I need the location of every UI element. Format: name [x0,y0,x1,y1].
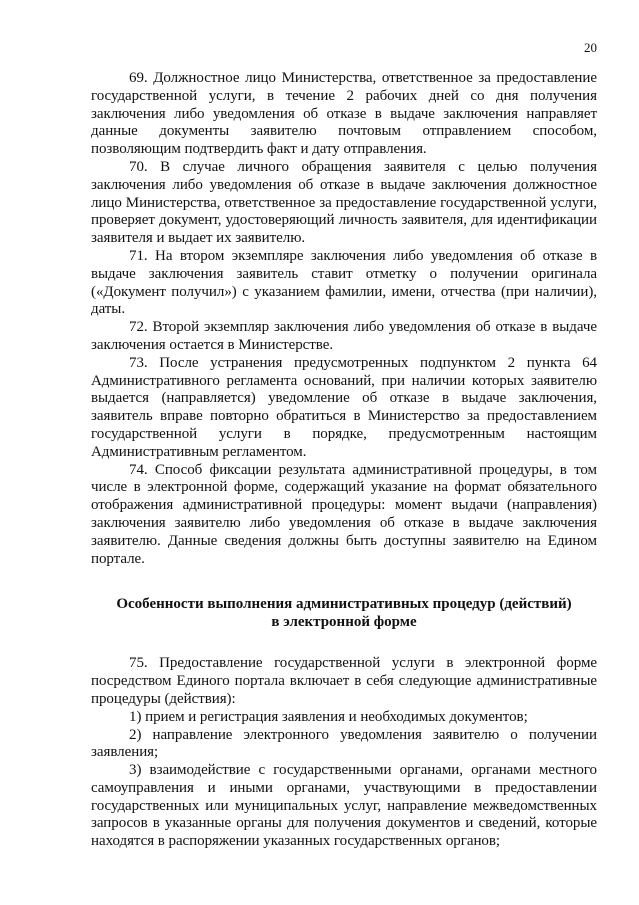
paragraph-73: 73. После устранения предусмотренных подпунктом 2 пункта 64 Административного регламента оснований, при наличии которых заявителю выдается (направляется) уведомление об отказе в выдаче заключения, заявитель вправе повторно обратиться в Министерство за предоставлением государственной услуги в порядке, предусмотренным настоящим Административным регламентом. [91,354,597,460]
document-body [91,70,597,851]
list-item-2: 2) направление электронного уведомления заявителю о получении заявления; [91,726,597,761]
section-heading-line-1: Особенности выполнения административных процедур (действий) [116,596,572,613]
paragraph-75: 75. Предоставление государственной услуги в электронной форме посредством Единого портала включает в себя следующие административные процедуры (действия): [91,655,597,707]
section-heading-line-2: в электронной форме [271,614,417,631]
paragraph-72: 72. Второй экземпляр заключения либо уведомления об отказе в выдаче заключения остается в Министерстве. [91,319,597,353]
list-item-1: 1) прием и регистрация заявления и необходимых документов; [129,708,528,725]
section-heading [91,595,597,631]
paragraph-71: 71. На втором экземпляре заключения либо уведомления об отказе в выдаче заключения заявитель ставит отметку о получении оригинала («Документ получил») с указанием фамилии, имени, отчества (при наличии), даты. [91,247,597,318]
paragraph-70: 70. В случае личного обращения заявителя с целью получения заключения либо уведомления об отказе в выдаче заключения должностное лицо Министерства, ответственное за предоставление государственной услуги, проверяет документ, удостоверяющий личность заявителя, для идентификации заявителя и выдает их заявителю. [91,158,597,247]
list-item-3: 3) взаимодействие с государственными органами, органами местного самоуправления и иными органами, участвующими в предоставлении государственных или муниципальных услуг, направление межведомственных запросов в указанные органы для получения документов и сведений, которые находятся в распоряжении указанных государственных органов; [91,762,597,850]
paragraph-69: 69. Должностное лицо Министерства, ответственное за предоставление государственной услуги, в течение 2 рабочих дней со дня получения заключения либо уведомления об отказе в выдаче заключения направляет данные документы заявителю почтовым отправлением способом, позволяющим подтвердить факт и дату отправления. [91,70,597,158]
paragraph-74: 74. Способ фиксации результата административной процедуры, в том числе в электронной форме, содержащий указание на формат обязательного отображения административной процедуры: момент выдачи (направления) заключения заявителю либо уведомления об отказе в выдаче заключения заявителю. Данные сведения должны быть доступны заявителю на Едином портале. [91,461,597,567]
page-number: 20 [584,40,597,55]
